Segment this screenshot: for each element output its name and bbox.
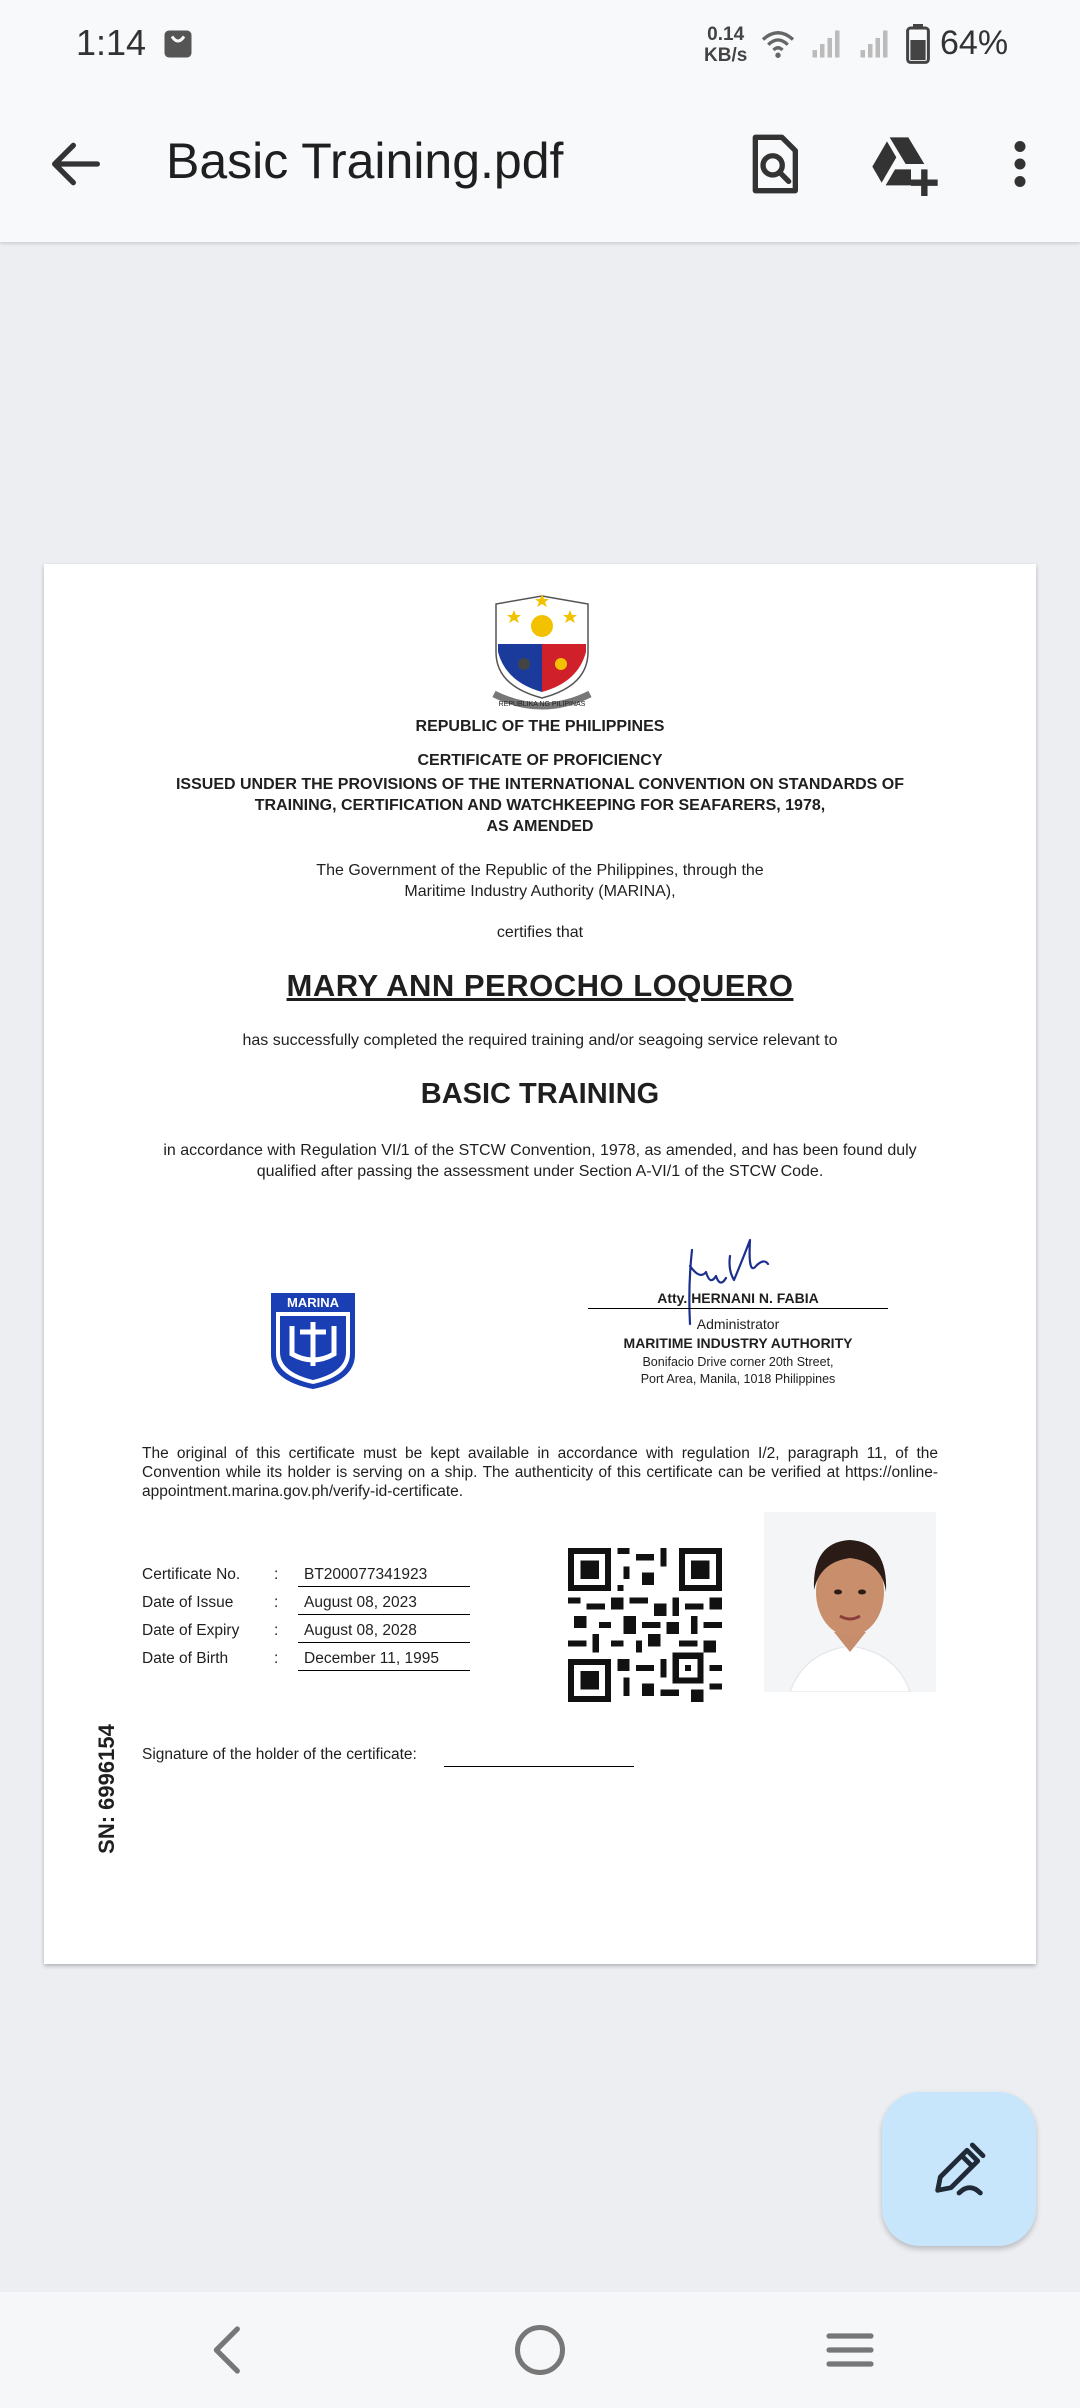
original-notice: The original of this certificate must be kept available in accordance with regulation I/2, paragraph 11, of the Convention while its holder is serving on a ship. The authenticity of this certificate can be verified at https://online-appointment.marina.gov.ph/verify-id-certificate.	[142, 1445, 938, 1500]
status-time: 1:14	[76, 22, 147, 63]
annotate-button[interactable]	[882, 2092, 1036, 2246]
holder-name: MARY ANN PEROCHO LOQUERO	[286, 968, 794, 1003]
holder-photo	[764, 1512, 936, 1692]
marina-logo-icon	[270, 1292, 356, 1390]
serial-number: SN: 6996154	[94, 1724, 119, 1854]
shopping-bag-icon	[160, 26, 196, 62]
course-title: BASIC TRAINING	[420, 1078, 660, 1110]
certificate-type: CERTIFICATE OF PROFICIENCY	[417, 752, 663, 769]
wifi-icon	[758, 26, 798, 62]
philippine-seal-icon	[484, 594, 600, 712]
battery-icon	[906, 24, 930, 64]
signatory-organization: MARITIME INDUSTRY AUTHORITY	[623, 1335, 853, 1351]
app-bar	[0, 88, 1080, 242]
nav-recents-icon[interactable]	[820, 2322, 880, 2378]
signatory-line	[588, 1308, 888, 1309]
pen-edit-icon	[927, 2137, 991, 2201]
accordance-statement: in accordance with Regulation VI/1 of the STCW Convention, 1978, as amended, and has been found duly qualified after passing the assessment under Section A-VI/1 of the STCW Code.	[163, 1142, 917, 1180]
holder-signature-line	[444, 1766, 634, 1767]
system-navigation-bar	[0, 2292, 1080, 2408]
signatory-name: Atty. HERNANI N. FABIA	[657, 1290, 819, 1306]
back-arrow-icon[interactable]	[44, 132, 108, 196]
signal-icon-2	[856, 26, 892, 62]
battery-percent: 64%	[940, 24, 1009, 62]
signatory-role: Administrator	[696, 1316, 780, 1332]
status-bar	[0, 0, 1080, 88]
document-title: Basic Training.pdf	[166, 133, 564, 189]
svg-text:MARINA: MARINA	[287, 1295, 339, 1310]
search-in-document-icon[interactable]	[742, 132, 806, 196]
more-options-icon[interactable]	[990, 132, 1050, 196]
holder-signature-label: Signature of the holder of the certificate:	[142, 1746, 417, 1763]
issued-under: ISSUED UNDER THE PROVISIONS OF THE INTERNATIONAL CONVENTION ON STANDARDS OF TRAINING, CERTIFICATION AND WATCHKEEPING FOR SEAFARERS, 1978, AS AMENDED	[175, 776, 905, 835]
certifies-that: certifies that	[496, 924, 584, 941]
nav-home-icon[interactable]	[510, 2320, 570, 2380]
svg-text:REPUBLIKA NG PILIPINAS: REPUBLIKA NG PILIPINAS	[498, 701, 586, 708]
signal-icon	[808, 26, 844, 62]
signatory-address: Bonifacio Drive corner 20th Street, Port Area, Manila, 1018 Philippines	[640, 1355, 836, 1386]
pdf-page: REPUBLIKA NG PILIPINAS REPUBLIC OF THE PHILIPPINES CERTIFICATE OF PROFICIENCY ISSUED UNDER THE PROVISIONS OF THE INTERNATIONAL CONVENTION ON STANDARDS OF TRAINING, CERTIFICATION AND WATCHKEEPING FOR SEAFARERS, 1978, AS AMENDED The Government of the Republic of the Philippines, through the Maritime Industry Authority (MARINA), certifies that MARY ANN PEROCHO LOQUERO has successfully completed the required training and/or seagoing service relevant to BASIC TRAINING in accordance with Regulation VI/1 of the STCW Convention, 1978, as amended, and has been found duly qualified after passing the assessment under Section A-VI/1 of the STCW Code. MARINA Atty. HERNANI N. FABIA Administrator MARITIME INDUSTRY AUTHORITY Bonifacio Drive corner 20th Street, Port Area, Manila, 1018 Philippines The original of this certificate must be kept available in accordance with regulation I/2, paragraph 11, of the Convention while its holder is serving on a ship. The authenticity of this certificate can be verified at https://online-appointment.marina.gov.ph/verify-id-certificate. Certificate No. : BT200077341923 Date of Issue : August 08, 2023 Date of Expiry : August 08, 2028 Date of Birth : December 11, 1995 Signature of the holder of the certificate: SN: 6996154	[44, 564, 1036, 1964]
republic-heading: REPUBLIC OF THE PHILIPPINES	[415, 718, 665, 735]
completion-statement: has successfully completed the required training and/or seagoing service relevant to	[242, 1032, 838, 1049]
qr-code	[568, 1548, 722, 1702]
add-to-drive-icon[interactable]	[868, 132, 938, 196]
government-statement: The Government of the Republic of the Philippines, through the Maritime Industry Authority (MARINA),	[316, 862, 764, 900]
nav-back-icon[interactable]	[200, 2322, 256, 2378]
network-speed: 0.14 KB/s	[704, 24, 748, 66]
